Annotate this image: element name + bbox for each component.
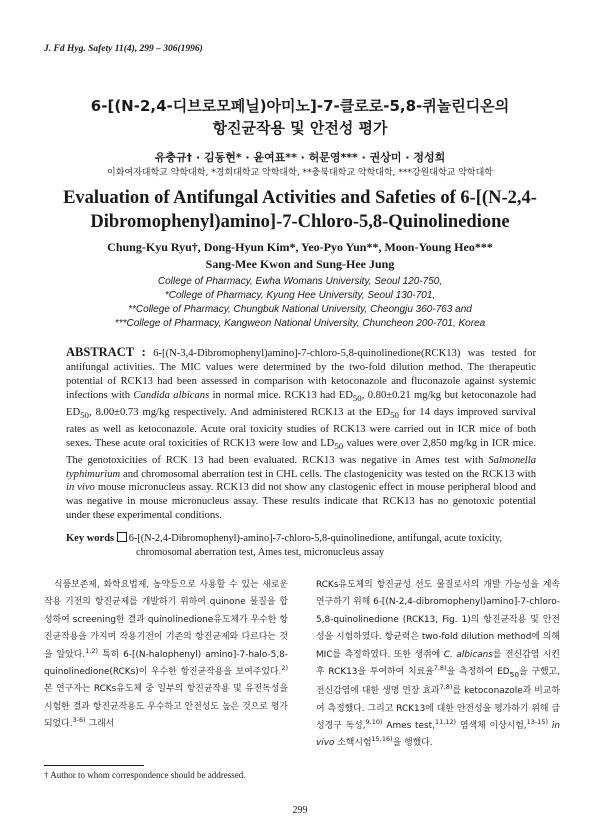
body-text: 를 전신감염 시킨 후 RCK13을 투여하여 치료율 [316, 649, 560, 678]
body-text: 을 행했다. [392, 738, 433, 749]
page-number: 299 [292, 805, 308, 816]
abstract-term: in vivo [66, 482, 95, 494]
reference-marker: 11,12) [434, 718, 457, 727]
body-text: 특히 6-[(N-halophenyl) amino]-7-halo-5,8-quinolinedione(RCKs)이 우수한 항진균작용을 보여주었다. [44, 649, 288, 678]
reference-marker: 1,2) [85, 646, 98, 655]
abstract-text: 6-[(N-3,4-Dibromophenyl)amino]-7-chloro-5,8-quinolinedione(RCK13) was tested for antifungal activities. The MIC values were determined by the two-fold dilution method. The therapeutic potential of RCK13 had been assessed in comparison with ketoconazole and fluconazole against systemic infections with [66, 348, 537, 401]
subscript: 50 [352, 392, 362, 403]
affiliation-1: College of Pharmacy, Ewha Womans University, Seoul 120-750, [157, 276, 443, 287]
body-text: Ames test, [382, 721, 435, 732]
reference-marker: 7,8) [439, 683, 453, 692]
footnote: † Author to whom correspondence should be addressed. [44, 770, 246, 780]
affiliation-2: *College of Pharmacy, Kyung Hee University, Seoul 130-701, [164, 290, 436, 301]
abstract-text: mouse micronucleus assay. RCK13 did not show any clastogenic effect in mouse peripheral blood and was negative in mouse micronucleus assay. These results indicate that RCK13 has no genotoxic potential under these experimental conditions. [66, 482, 536, 522]
body-left-column [44, 577, 288, 734]
abstract-text: and chromosomal aberration test in CHL cells. The clastogenicity was tested on the RCK13 with [120, 468, 536, 480]
species-name: C. albicans [443, 649, 493, 660]
korean-title-line2: 항진균작용 및 안전성 평가 [212, 119, 388, 137]
body-term: in vivo [316, 721, 561, 749]
korean-authors: 유충규† · 김동현* · 윤여표** · 허문영*** · 권상미 · 정성희 [154, 151, 446, 164]
abstract-text: for 14 days improved survival rates as well as ketoconazole. Acute oral toxicity studies of RCK13 were carried out in ICR mice of both sexes. These acute oral toxicities of RCK13 were low and LD [66, 406, 536, 449]
body-text: 염색체 이상시험, [456, 721, 527, 732]
keywords-text: 6-[(N-2,4-Dibromophenyl)-amino]-7-chloro-5,8-quinolinedione, antifungal, acute toxicity, chromosomal aberration test, Ames test, micronucleus assay [128, 533, 503, 558]
body-text: 을 측정하여 ED [446, 667, 510, 678]
korean-affiliations: 이화여자대학교 약학대학, *경희대학교 약학대학, **충북대학교 약학대학, ***강원대학교 약학대학 [107, 168, 493, 178]
reference-marker: 13-15) [526, 718, 549, 727]
checkbox-square-icon [117, 532, 127, 542]
journal-citation: J. Fd Hyg. Safety 11(4), 299 – 306(1996) [44, 44, 203, 54]
abstract-text: , 8.00±0.73 mg/kg respectively. And administered RCK13 at the ED [88, 406, 391, 418]
english-authors-line1: Chung-Kyu Ryu†, Dong-Hyun Kim*, Yeo-Pyo Yun**, Moon-Young Heo*** [107, 240, 493, 254]
affiliation-3: **College of Pharmacy, Chungbuk National University, Cheongju 360-763 and [128, 304, 472, 315]
subscript: 50 [509, 669, 520, 679]
abstract [66, 346, 536, 523]
reference-marker: 7,8) [433, 664, 447, 673]
body-text: 소핵시험 [334, 738, 372, 749]
abstract-species: Candida albicans [133, 389, 210, 401]
subscript: 50 [390, 409, 399, 420]
abstract-text: in normal mice. RCK13 had ED [209, 389, 353, 401]
body-text: 를 ketoconazole과 비교하여 측정했다. 그리고 RCK13에 대한 안전성을 평가하기 위해 급성경구 독성, [316, 686, 560, 732]
body-text: 그래서 [85, 719, 115, 730]
english-title-line2: Dibromophenyl)amino]-7-Chloro-5,8-Quinolinedione [90, 212, 510, 232]
english-title-line1: Evaluation of Antifungal Activities and Safeties of 6-[(N-2,4- [63, 188, 537, 208]
affiliation-4: ***College of Pharmacy, Kangweon National University, Chuncheon 200-701, Korea [114, 318, 486, 329]
keywords [66, 532, 536, 560]
abstract-text: , 0.80±0.21 mg/kg but ketoconazole had ED [66, 389, 536, 418]
subscript: 50 [80, 409, 89, 420]
keywords-label: Key words [66, 533, 115, 544]
body-text: 을 구했고, 전신감염에 대한 생명 연장 효과 [316, 667, 561, 697]
english-authors-line2: Sang-Mee Kwon and Sung-Hee Jung [205, 257, 395, 271]
abstract-text: values were over 2,850 mg/kg in ICR mice. The genotoxicities of RCK 13 had been evaluated. RCK13 was negative in Ames test with [66, 437, 536, 466]
reference-marker: 15,16) [371, 735, 393, 744]
body-text: 식품보존제, 화학요법제, 농약등으로 사용할 수 있는 새로운 작용 기전의 항진균제를 개발하기 위하여 quinone 물질을 합성하여 screening한 결과 quinolinedione유도체가 우수한 항진균작용을 가지며 작용기전이 기존의 항진균제와 다르다는 것을 알았다. [44, 580, 288, 660]
body-right-column [316, 577, 560, 753]
reference-marker: 9,10) [365, 718, 383, 727]
subscript: 50 [334, 440, 344, 451]
korean-title-line1: 6-[(N-2,4-디브로모페닐)아미노]-7-클로로-5,8-퀴놀린디온의 [90, 97, 510, 115]
body-text: 본 연구자는 RCKs유도체 중 일부의 항진균작용 및 유전독성을 시험한 결과 항진균작용도 우수하고 안전성도 높은 것으로 평가되었다. [44, 684, 288, 730]
reference-marker: 2) [281, 664, 288, 673]
abstract-label: ABSTRACT : [66, 345, 146, 359]
body-text: RCKs유도체의 항진균성 선도 물질로서의 개발 가능성을 계속 연구하기 위해 6-[(N-2,4-dibromophenyl)amino]-7-chloro-5,8-quinolinedione (RCK13, Fig. 1)의 항진균작용 및 안전성을 시험하였다. 항균력은 two-fold dilution method에 의해 MIC를 측정하였다. 또한 생쥐에 [316, 580, 560, 660]
reference-marker: 3-6) [72, 716, 86, 725]
footnote-divider [44, 765, 144, 766]
abstract-species: Salmonella typhimurium [66, 454, 536, 480]
